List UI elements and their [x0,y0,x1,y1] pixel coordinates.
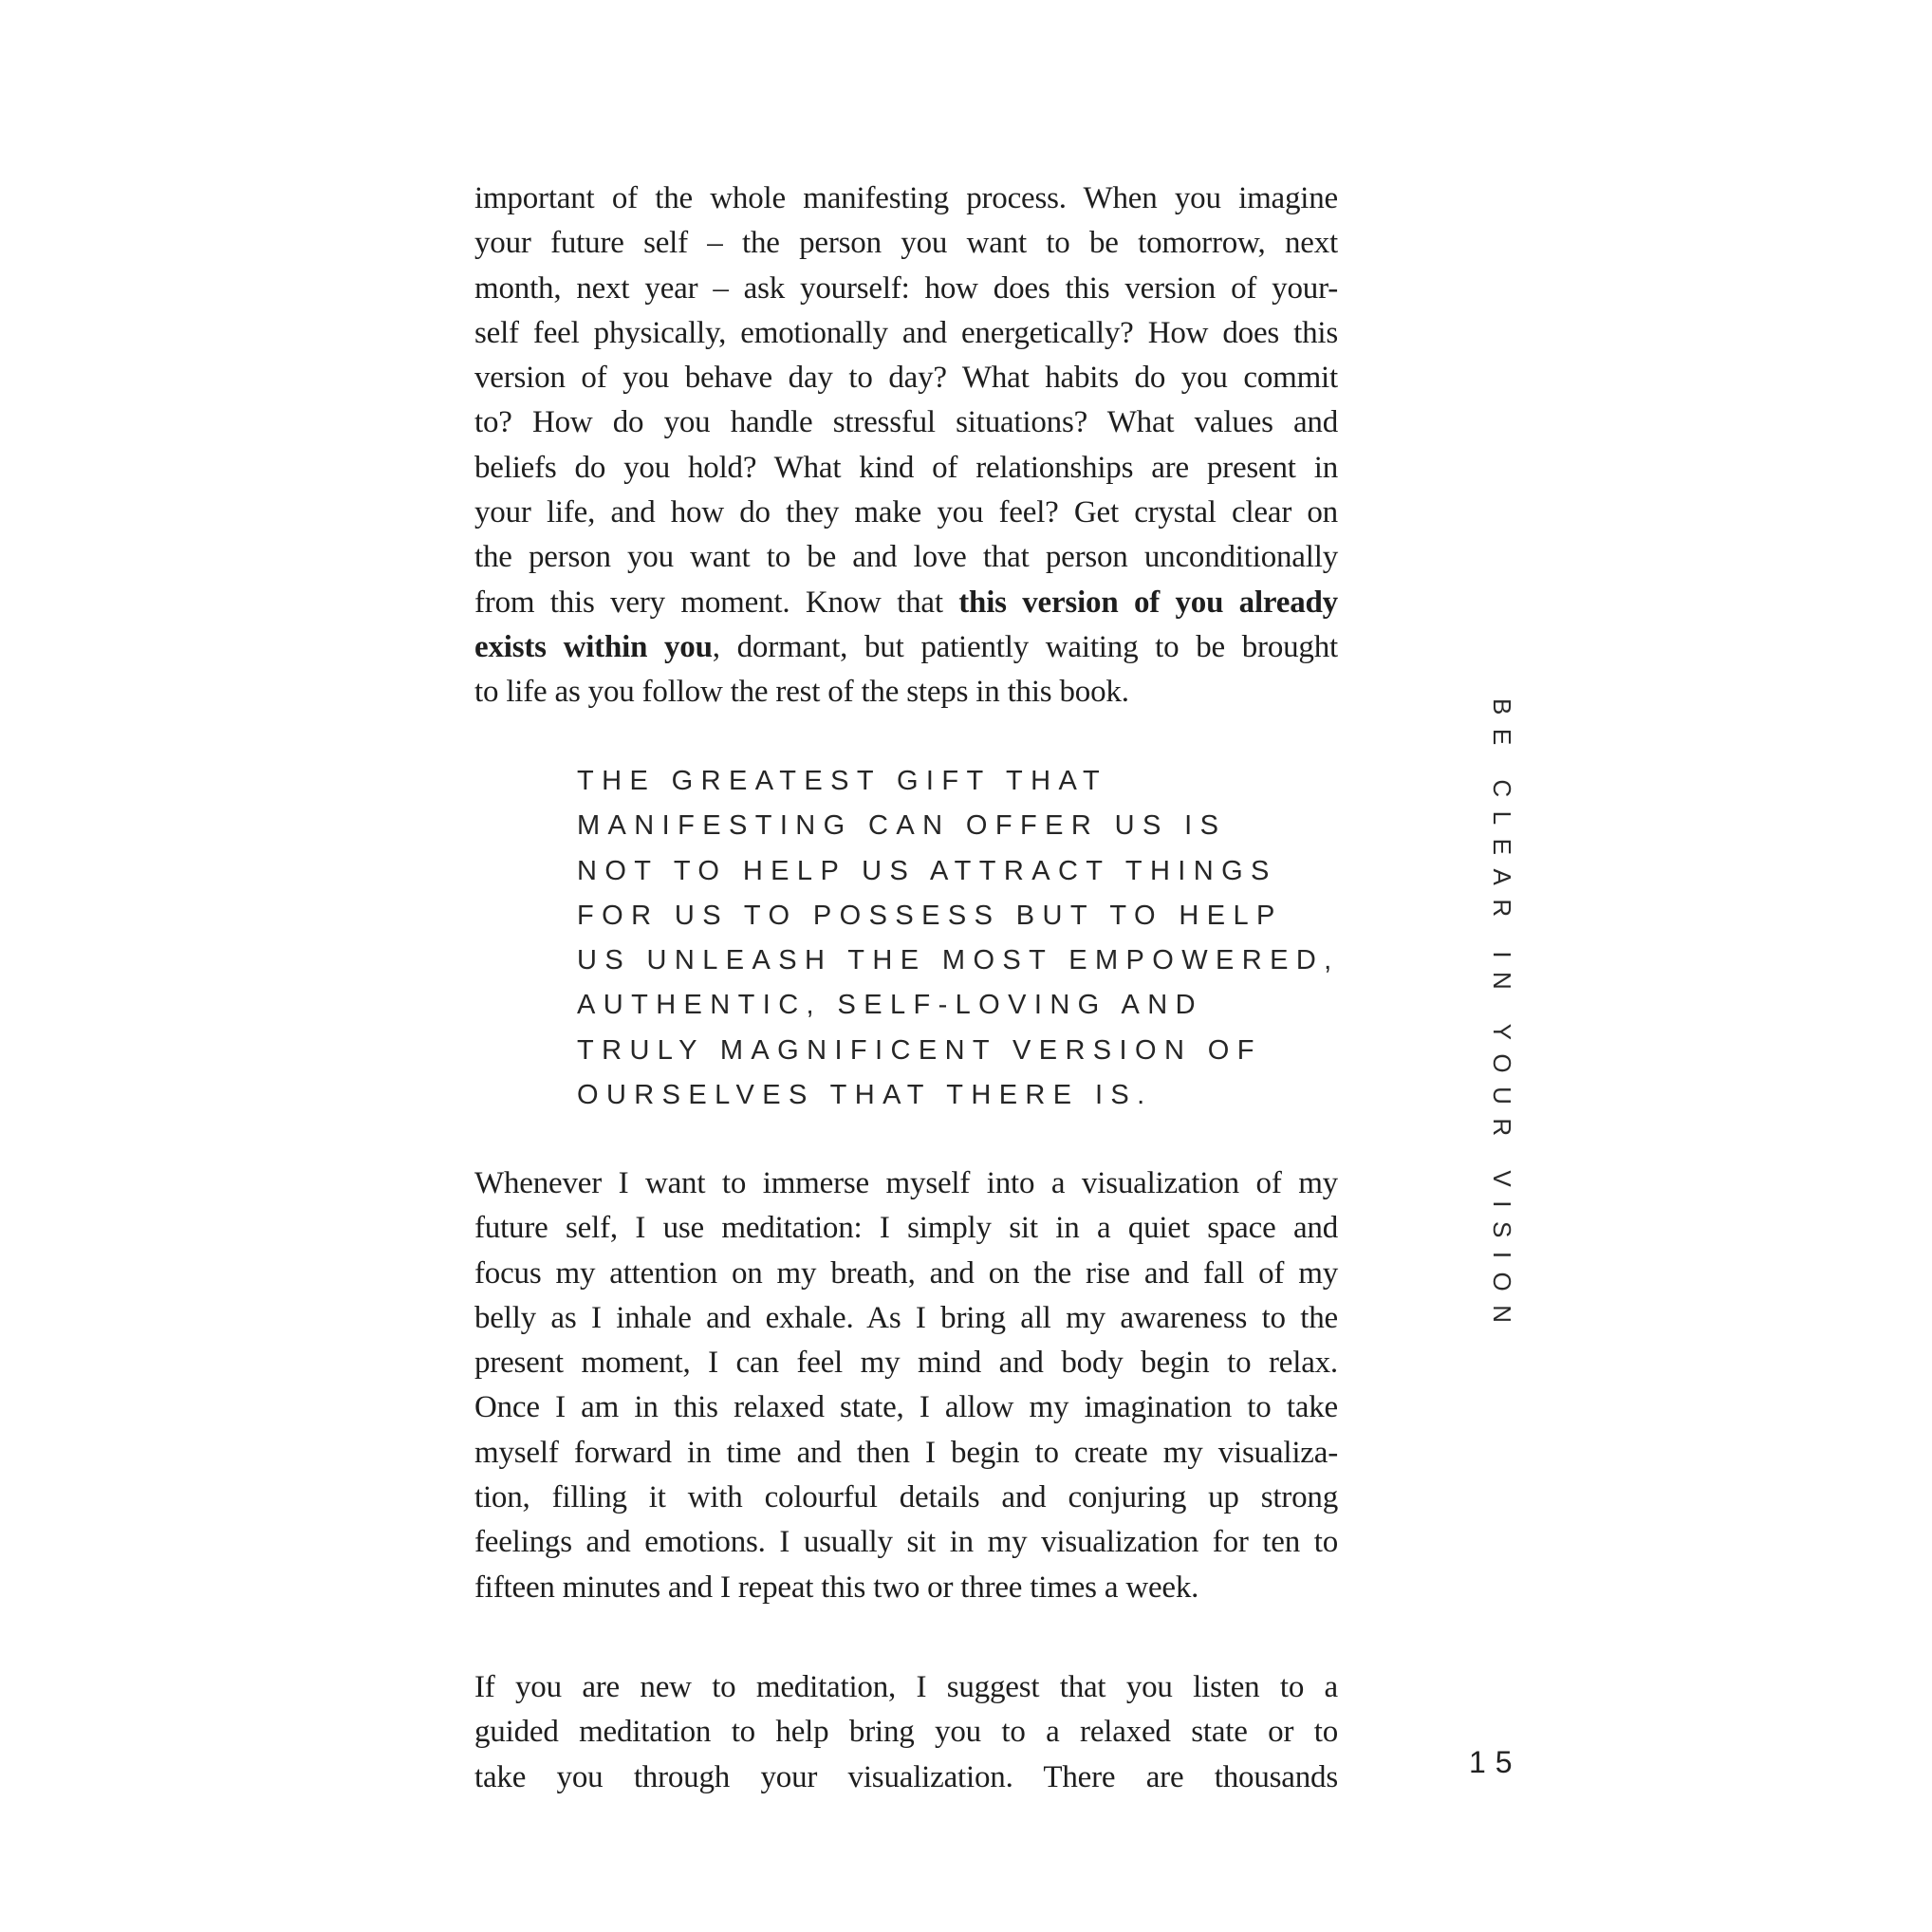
text-line: fifteen minutes and I repeat this two or three times a week. [474,1570,1199,1605]
text-line: self feel physically, emotionally and energetically? How does this [474,315,1338,350]
text-line: Once I am in this relaxed state, I allow my imagination to take [474,1390,1338,1425]
bold-emphasis: exists within you [474,629,713,664]
text-line: the person you want to be and love that person unconditionally [474,540,1338,575]
text-fragment: , dormant, but patiently waiting to be brought [712,629,1338,664]
body-paragraph-2 [474,1161,1338,1610]
text-line: your life, and how do they make you feel? Get crystal clear on [474,495,1338,530]
quote-line: MANIFESTING CAN OFFER US IS [577,810,1227,842]
text-line: beliefs do you hold? What kind of relationships are present in [474,450,1338,485]
text-line: guided meditation to help bring you to a relaxed state or to [474,1715,1338,1750]
bold-emphasis: this version of you already [958,585,1338,620]
text-line-with-bold [474,581,1338,625]
text-line: focus my attention on my breath, and on the rise and fall of my [474,1255,1338,1291]
text-line: If you are new to meditation, I suggest that you listen to a [474,1670,1338,1704]
text-line: to life as you follow the rest of the steps in this book. [474,675,1129,710]
text-line: your future self – the person you want to be tomorrow, next [474,226,1338,261]
text-line: feelings and emotions. I usually sit in my visualization for ten to [474,1525,1338,1560]
text-line: myself forward in time and then I begin to create my visualiza- [474,1435,1338,1470]
text-line: Whenever I want to immerse myself into a visualization of my [474,1166,1338,1200]
quote-line: NOT TO HELP US ATTRACT THINGS [577,855,1277,886]
text-line: important of the whole manifesting process. When you imagine [474,181,1338,215]
text-line: take you through your visualization. There are thousands [474,1759,1338,1794]
text-line: future self, I use meditation: I simply sit in a quiet space and [474,1211,1338,1246]
quote-line: US UNLEASH THE MOST EMPOWERED, [577,945,1340,976]
text-line: present moment, I can feel my mind and body begin to relax. [474,1346,1338,1381]
running-head-vertical: BE CLEAR IN YOUR VISION [1488,698,1516,1337]
text-line: belly as I inhale and exhale. As I bring all my awareness to the [474,1300,1338,1335]
text-line-with-bold [474,625,1338,670]
body-paragraph-3 [474,1665,1338,1800]
text-line: version of you behave day to day? What habits do you commit [474,361,1338,396]
text-line: month, next year – ask yourself: how does this version of your- [474,270,1338,306]
body-paragraph-1 [474,176,1338,715]
quote-line: THE GREATEST GIFT THAT [577,766,1108,796]
text-line: tion, filling it with colourful details and conjuring up strong [474,1480,1338,1515]
quote-line: FOR US TO POSSESS BUT TO HELP [577,900,1283,931]
quote-line: OURSELVES THAT THERE IS. [577,1080,1153,1111]
quote-line: TRULY MAGNIFICENT VERSION OF [577,1034,1262,1066]
pull-quote [577,759,1355,1118]
text-fragment: from this very moment. Know that [474,585,959,620]
page-number: 15 [1469,1745,1522,1779]
text-line: to? How do you handle stressful situations? What values and [474,405,1338,440]
quote-line: AUTHENTIC, SELF-LOVING AND [577,990,1203,1021]
